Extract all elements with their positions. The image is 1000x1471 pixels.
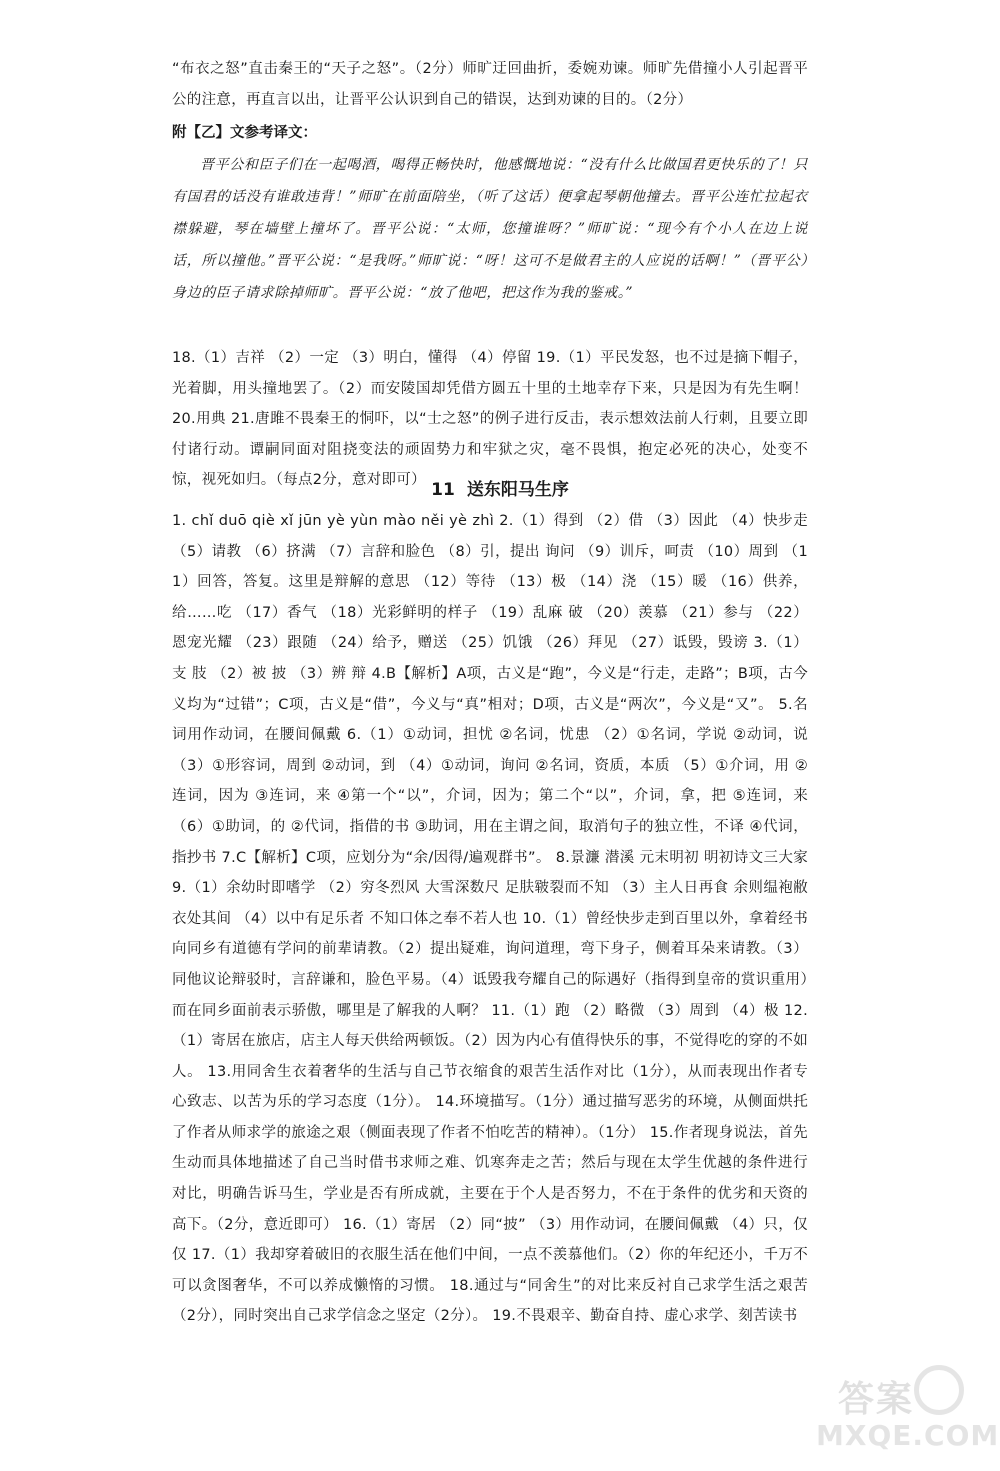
watermark-site: MXQE.COM	[816, 1419, 1000, 1452]
watermark-logo	[786, 1357, 1000, 1457]
section-title	[0, 478, 1000, 502]
answer-paragraph-3: 1. chǐ duō qiè xǐ jūn yè yùn mào něi yè zhì 2.（1）得到 （2）借 （3）因此 （4）快步走 （5）请教 （6）挤满 （7）言辞和脸色 （8）引，提出 询问 （9）训斥，呵责 （10）周到 （11）回答，答复。这里是辩解的意思 （12）等待 （13）极 （14）浇 （15）暖 （16）供养，给……吃 （17）香气 （18）光彩鲜明的样子 （19）乱麻 破 （20）羡慕 （21）参与 （22）恩宠光耀 （23）跟随 （24）给予，赠送 （25）饥饿 （26）拜见 （27）诋毁，毁谤 3.（1）支 肢 （2）被 披 （3）辨 辩 4.B【解析】A项，古义是“跑”，今义是“行走，走路”；B项，古今义均为“过错”；C项，古义是“借”，今义与“真”相对；D项，古义是“两次”，今义是“又”。 5.名词用作动词，在腰间佩戴 6.（1）①动词，担忧 ②名词，忧患 （2）①名词，学说 ②动词，说 （3）①形容词，周到 ②动词，到 （4）①动词，询问 ②名词，资质，本质 （5）①介词，用 ②连词，因为 ③连词，来 ④第一个“以”，介词，因为；第二个“以”，介词，拿，把 ⑤连词，来 （6）①助词，的 ②代词，指借的书 ③助词，用在主谓之间，取消句子的独立性，不译 ④代词，指抄书 7.C【解析】C项，应划分为“余/因得/遍观群书”。 8.景濂 潜溪 元末明初 明初诗文三大家 9.（1）余幼时即嗜学 （2）穷冬烈风 大雪深数尺 足肤皲裂而不知 （3）主人日再食 余则缊袍敝衣处其间 （4）以中有足乐者 不知口体之奉不若人也 10.（1）曾经快步走到百里以外，拿着经书向同乡有道德有学问的前辈请教。（2）提出疑难，询问道理，弯下身子，侧着耳朵来请教。（3）同他议论辩驳时，言辞谦和，脸色平易。（4）诋毁我夸耀自己的际遇好（指得到皇帝的赏识重用）而在同乡面前表示骄傲，哪里是了解我的人啊？ 11.（1）跑 （2）略微 （3）周到 （4）极 12.（1）寄居在旅店，店主人每天供给两顿饭。（2）因为内心有值得快乐的事，不觉得吃的穿的不如人。 13.用同舍生衣着奢华的生活与自己节衣缩食的艰苦生活作对比（1分），从而表现出作者专心致志、以苦为乐的学习态度（1分）。 14.环境描写。（1分）通过描写恶劣的环境，从侧面烘托了作者从师求学的旅途之艰（侧面表现了作者不怕吃苦的精神）。（1分） 15.作者现身说法，首先生动而具体地描述了自己当时借书求师之难、饥寒奔走之苦；然后与现在太学生优越的条件进行对比，明确告诉马生，学业是否有所成就，主要在于个人是否努力，不在于条件的优劣和天资的高下。（2分，意近即可） 16.（1）寄居 （2）同“披” （3）用作动词，在腰间佩戴 （4）只，仅仅 17.（1）我却穿着破旧的衣服生活在他们中间，一点不羡慕他们。（2）你的年纪还小，千万不可以贪图奢华，不可以养成懒惰的习惯。 18.通过与“同舍生”的对比来反衬自己求学生活之艰苦（2分），同时突出自己求学信念之坚定（2分）。 19.不畏艰辛、勤奋自持、虚心求学、刻苦读书	[172, 513, 808, 1325]
section-number: 11	[431, 480, 455, 500]
watermark-circle-icon	[914, 1365, 964, 1415]
answer-paragraph-2: 18.（1）吉祥 （2）一定 （3）明白，懂得 （4）停留 19.（1）平民发怒，也不过是摘下帽子，光着脚，用头撞地罢了。（2）而安陵国却凭借方圆五十里的土地幸存下来，只是因为有先生啊！ 20.用典 21.唐雎不畏秦王的恫吓，以“士之怒”的例子进行反击，表示想效法前人行刺，且要立即付诸行动。谭嗣同面对阻挠变法的顽固势力和牢狱之灾，毫不畏惧，抱定必死的决心，处变不惊，视死如归。（每点2分，意对即可）	[172, 350, 808, 489]
translation-text: 晋平公和臣子们在一起喝酒，喝得正畅快时，他感慨地说：“没有什么比做国君更快乐的了！只有国君的话没有谁敢违背！”师旷在前面陪坐，（听了这话）便拿起琴朝他撞去。晋平公连忙拉起衣襟躲避，琴在墙壁上撞坏了。晋平公说：“太师，您撞谁呀？”师旷说：“现今有个小人在边上说话，所以撞他。”晋平公说：“是我呀。”师旷说：“呀！这可不是做君主的人应说的话啊！”（晋平公）身边的臣子请求除掉师旷。晋平公说：“放了他吧，把这作为我的鉴戒。”	[172, 157, 808, 301]
watermark-brand: 答案	[838, 1378, 915, 1420]
translation-heading: 附【乙】文参考译文：	[172, 125, 317, 141]
answer-paragraph-1: “布衣之怒”直击秦王的“天子之怒”。（2分）师旷迂回曲折，委婉劝谏。师旷先借撞小人引起晋平公的注意，再直言以出，让晋平公认识到自己的错误，达到劝谏的目的。（2分）	[172, 61, 808, 108]
section-name: 送东阳马生序	[466, 480, 569, 500]
